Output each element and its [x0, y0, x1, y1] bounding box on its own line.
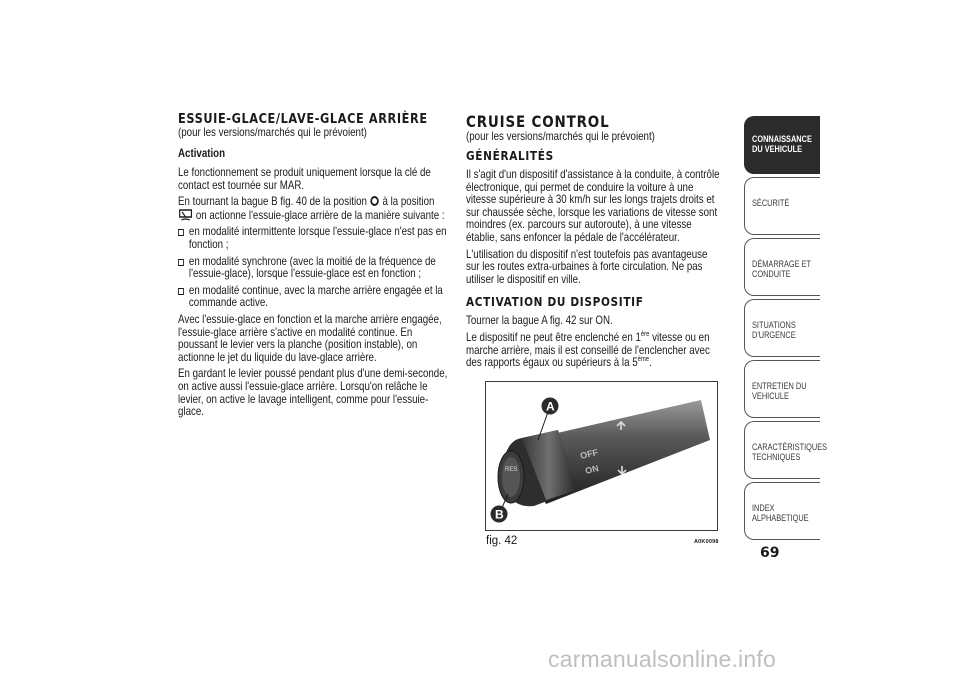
text: à la position	[382, 195, 435, 209]
label-a: A	[546, 399, 555, 414]
bullet-square-icon	[178, 259, 184, 266]
tab-label: SÉCURITÉ	[752, 198, 790, 208]
tab-demarrage-et-conduite[interactable]	[744, 238, 820, 296]
list-item: en modalité intermittente lorsque l'essuie-glace n'est pas en fonction ;	[178, 226, 450, 251]
tab-securite[interactable]	[744, 177, 820, 235]
text: En tournant la bague B fig. 40 de la position	[178, 195, 367, 209]
activation-heading: Activation	[178, 147, 226, 160]
left-content	[178, 112, 450, 419]
tab-label: CONNAISSANCE DU VEHICULE	[752, 134, 812, 154]
figure-code: A0K0098	[694, 539, 719, 545]
heading-activation: ACTIVATION DU DISPOSITIF	[466, 294, 644, 310]
heading-general: GÉNÉRALITÉS	[466, 148, 554, 163]
tab-label: SITUATIONS D'URGENCE	[752, 320, 796, 340]
tab-label: CARACTÉRISTIQUES TECHNIQUES	[752, 442, 828, 462]
tab-entretien-du-vehicule[interactable]	[744, 360, 820, 418]
left-column	[178, 112, 450, 423]
mode-list	[178, 226, 450, 310]
chapter-tabs	[744, 116, 828, 543]
on-label: ON	[584, 463, 600, 476]
cruise-control-lever-illustration	[486, 382, 717, 530]
figure-caption: fig. 42	[486, 535, 518, 547]
tab-situations-d-urgence[interactable]	[744, 299, 820, 357]
ring-res-label: RES	[505, 467, 518, 473]
bullet-square-icon	[178, 288, 184, 295]
tab-connaissance-du-vehicule[interactable]	[744, 116, 820, 174]
paragraph: Avec l'essuie-glace en fonction et la marche arrière engagée, l'essuie-glace arrière s'active en modalité continue. En poussant le levier vers la planche (position instable), on actionne le jet du liquide du lave-glace arrière.	[178, 312, 442, 364]
watermark: carmanualsonline.info	[548, 646, 776, 672]
paragraph-ring-position	[178, 196, 450, 222]
paragraph: L'utilisation du dispositif n'est toutefois pas avantageuse sur les routes extra-urbaines à forte circulation. Ne pas utiliser le dispositif en ville.	[466, 247, 708, 286]
paragraph: Le fonctionnement se produit uniquement lorsque la clé de contact est tournée sur MAR.	[178, 166, 431, 192]
list-item: en modalité synchrone (avec la moitié de la fréquence de l'essuie-glace), lorsque l'essuie-glace est en fonction ;	[178, 256, 450, 281]
middle-content	[466, 114, 722, 370]
page-number: 69	[760, 545, 780, 561]
section-note: (pour les versions/marchés qui le prévoient)	[466, 130, 655, 143]
paragraph-gear-advice: Le dispositif ne peut être enclenché en 1ère vitesse ou en marche arrière, mais il est conseillé de l'enclencher avec des rapports égaux ou supérieurs à la 5ème.	[466, 330, 710, 370]
off-label: OFF	[579, 447, 599, 461]
bullet-square-icon	[178, 229, 184, 236]
rear-wiper-icon	[179, 209, 192, 221]
text: on actionne l'essuie-glace arrière de la manière suivante :	[195, 208, 445, 222]
tab-caracteristiques-techniques[interactable]	[744, 421, 828, 479]
section-title-cruise-control: CRUISE CONTROL	[466, 112, 610, 131]
tab-label: ENTRETIEN DU VEHICULE	[752, 381, 807, 401]
section-title-rear-wiper: ESSUIE-GLACE/LAVE-GLACE ARRIÈRE	[178, 111, 428, 127]
figure-cruise-lever	[485, 381, 718, 531]
middle-column	[466, 112, 722, 374]
paragraph: En gardant le levier poussé pendant plus d'une demi-seconde, on active aussi l'essuie-glace arrière. Lorsqu'on relâche le levier, on active le lavage intelligent, comme pour l'essuie-glace.	[178, 367, 448, 419]
tab-label: INDEX ALPHABETIQUE	[752, 503, 809, 523]
paragraph: Il s'agit d'un dispositif d'assistance à la conduite, à contrôle électronique, qui permet de conduire la voiture à une vitesse supérieure à 30 km/h sur les longs trajets droits et sur chaussée sèche, lorsque les variations de vitesse sont moindres (ex. parcours sur autoroute), à une vitesse établie, sans enfoncer la pédale de l'accélérateur.	[466, 168, 720, 244]
tab-index-alphabetique[interactable]	[744, 482, 820, 540]
paragraph: Tourner la bague A fig. 42 sur ON.	[466, 314, 613, 328]
tab-label: DÉMARRAGE ET CONDUITE	[752, 259, 811, 279]
label-b: B	[495, 507, 504, 522]
list-item: en modalité continue, avec la marche arrière engagée et la commande active.	[178, 285, 450, 310]
section-note: (pour les versions/marchés qui le prévoient)	[178, 126, 367, 139]
off-position-icon	[371, 196, 379, 206]
